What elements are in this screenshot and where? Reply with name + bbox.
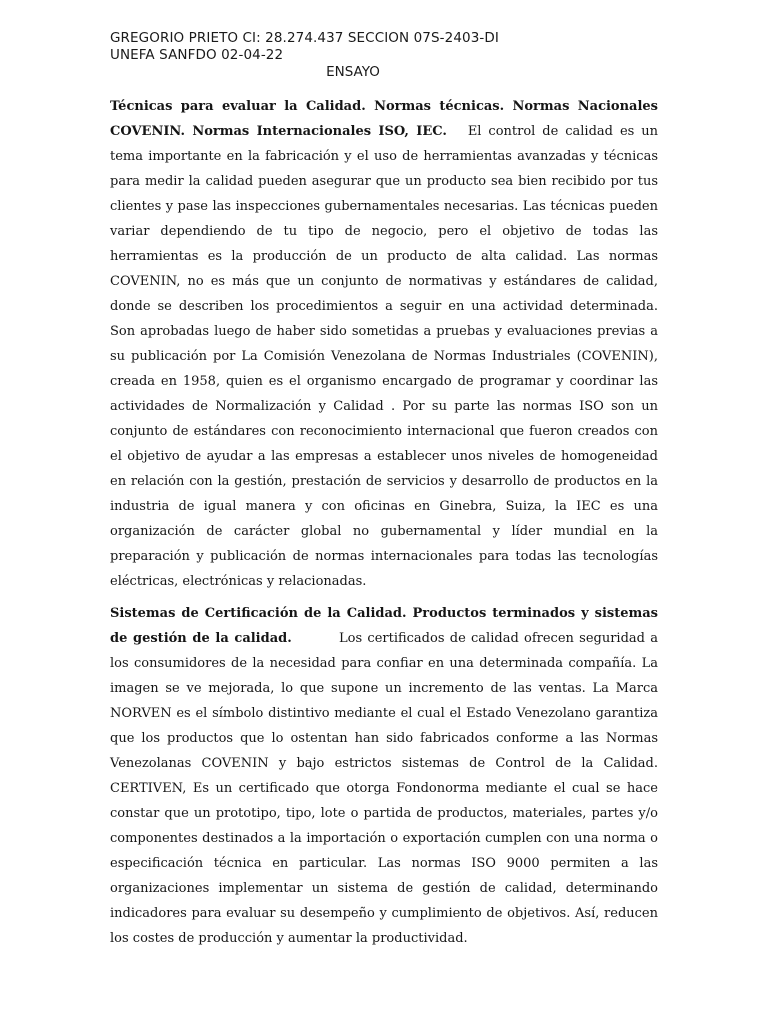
- paragraph-text: El control de calidad es un tema importante en la fabricación y el uso de herramientas avanzadas y técnicas para medir la calidad pueden asegurar que un producto sea bien recibido por tus clientes y pase las inspecciones gubernamentales necesarias. Las técnicas pueden variar dependiendo de tu tipo de negocio, pero el objetivo de todas las herramientas es la producción de un producto de alta calidad. Las normas COVENIN, no es más que un conjunto de normativas y estándares de calidad, donde se describen los procedimientos a seguir en una actividad determinada. Son aprobadas luego de haber sido sometidas a pruebas y evaluaciones previas a su publicación por La Comisión Venezolana de Normas Industriales (COVENIN), creada en 1958, quien es el organismo encargado de programar y coordinar las actividades de Normalización y Calidad . Por su parte las normas ISO son un conjunto de estándares con reconocimiento internacional que fueron creados con el objetivo de ayudar a las empresas a establecer unos niveles de homogeneidad en relación con la gestión, prestación de servicios y desarrollo de productos en la industria de igual manera y con oficinas en Ginebra, Suiza, la IEC es una organización de carácter global no gubernamental y líder mundial en la preparación y publicación de normas internacionales para todas las tecnologías eléctricas, electrónicas y relacionadas.: [110, 124, 659, 589]
- document-body: [110, 94, 658, 951]
- paragraph-text: Los certificados de calidad ofrecen seguridad a los consumidores de la necesidad para confiar en una determinada compañía. La imagen se ve mejorada, lo que supone un incremento de las ventas. La Marca NORVEN es el símbolo distintivo mediante el cual el Estado Venezolano garantiza que los productos que lo ostentan han sido fabricados conforme a las Normas Venezolanas COVENIN y bajo estrictos sistemas de Control de la Calidad. CERTIVEN, Es un certificado que otorga Fondonorma mediante el cual se hace constar que un prototipo, tipo, lote o partida de productos, materiales, partes y/o componentes destinados a la importación o exportación cumplen con una norma o especificación técnica en particular. Las normas ISO 9000 permiten a las organizaciones implementar un sistema de gestión de calidad, determinando indicadores para evaluar su desempeño y cumplimiento de objetivos. Así, reducen los costes de producción y aumentar la productividad.: [110, 631, 658, 946]
- document-title-row: [0, 64, 768, 80]
- paragraph-heading: Técnicas para evaluar la Calidad. Normas técnicas. Normas Nacionales COVENIN. Normas Internacionales ISO, IEC.: [110, 99, 658, 139]
- paragraph-quality-techniques: [110, 94, 658, 594]
- paragraph-certification-systems: [110, 601, 658, 951]
- author-header: [110, 30, 499, 64]
- author-line: GREGORIO PRIETO CI: 28.274.437 SECCION 07S-2403-DI: [110, 30, 499, 46]
- document-title: ENSAYO: [326, 64, 380, 80]
- institution-date-line: UNEFA SANFDO 02-04-22: [110, 47, 284, 63]
- paragraph-heading: Sistemas de Certificación de la Calidad. Productos terminados y sistemas de gestión de la calidad.: [110, 606, 658, 646]
